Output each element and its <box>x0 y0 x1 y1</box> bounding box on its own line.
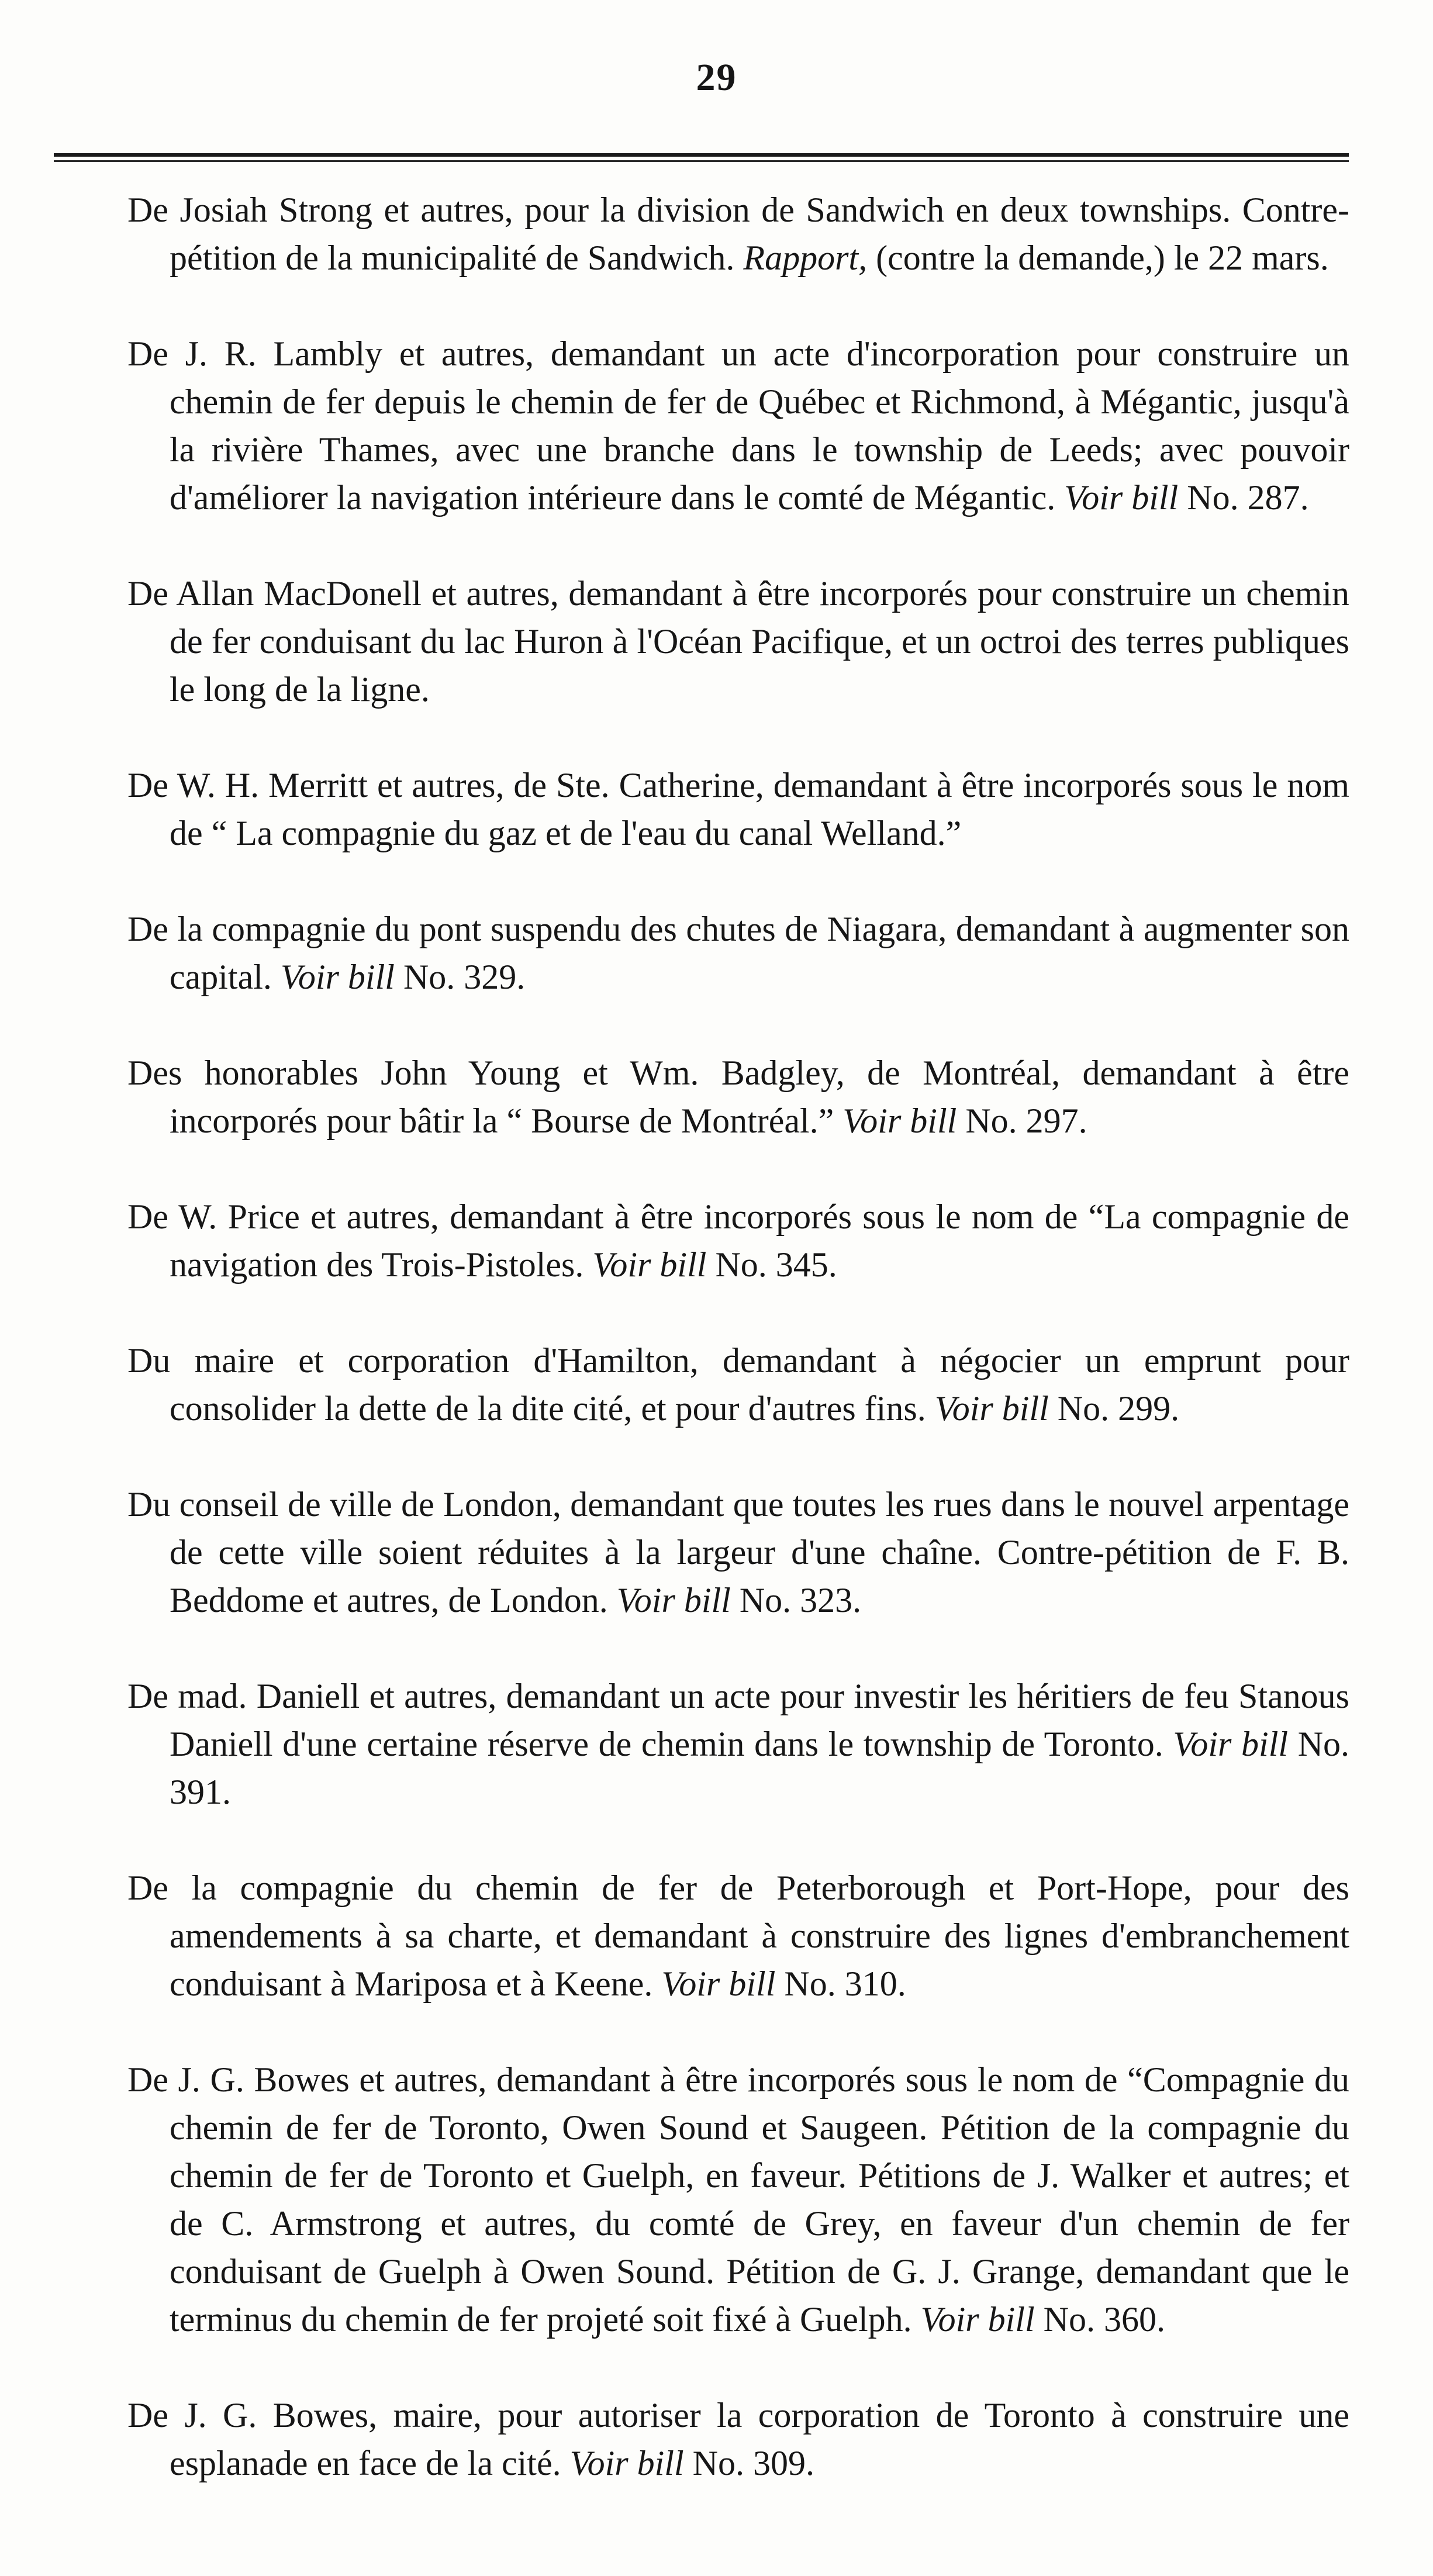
petition-entry <box>127 569 1349 713</box>
entry-bill-number: No. 360. <box>1043 2300 1165 2339</box>
entry-bill-number: No. 345. <box>715 1245 837 1284</box>
entry-text: De Josiah Strong et autres, pour la division de Sandwich en deux townships. Contre-pétition de la municipalité de Sandwich. <box>127 191 1349 277</box>
entry-text: Du maire et corporation d'Hamilton, demandant à négocier un emprunt pour consolider la dette de la dite cité, et pour d'autres fins. <box>127 1341 1349 1428</box>
entry-reference: Voir bill <box>1173 1725 1289 1763</box>
petition-entry <box>127 330 1349 522</box>
entry-text: De W. Price et autres, demandant à être incorporés sous le nom de “La compagnie de navigation des Trois-Pistoles. <box>127 1197 1349 1284</box>
petition-entry <box>127 1672 1349 1816</box>
entry-reference: Voir bill <box>661 1964 776 2003</box>
entry-text: De W. H. Merritt et autres, de Ste. Catherine, demandant à être incorporés sous le nom de “ La compagnie du gaz et de l'eau du canal Welland.” <box>127 766 1349 852</box>
entry-reference: Voir bill <box>920 2300 1035 2339</box>
entry-bill-number: (contre la demande,) le 22 mars. <box>876 239 1329 277</box>
petition-entry <box>127 2056 1349 2343</box>
header-rule <box>54 153 1349 157</box>
page-number: 29 <box>696 56 737 99</box>
entry-bill-number: No. 309. <box>692 2444 814 2482</box>
entry-reference: Voir bill <box>842 1101 957 1140</box>
entry-bill-number: No. 391. <box>170 1725 1350 1811</box>
entry-bill-number: No. 297. <box>965 1101 1087 1140</box>
entry-bill-number: No. 323. <box>739 1581 862 1620</box>
entry-text: De mad. Daniell et autres, demandant un acte pour investir les héritiers de feu Stanous Daniell d'une certaine réserve de chemin dans le township de Toronto. <box>127 1677 1349 1763</box>
entry-text: De J. R. Lambly et autres, demandant un acte d'incorporation pour construire un chemin de fer depuis le chemin de fer de Québec et Richmond, à Mégantic, jusqu'à la rivière Thames, avec une branche dans le township de Leeds; avec pouvoir d'améliorer la navigation intérieure dans le comté de Mégantic. <box>127 334 1349 517</box>
entry-reference: Voir bill <box>1064 478 1179 517</box>
entry-text: De la compagnie du chemin de fer de Peterborough et Port-Hope, pour des amendements à sa charte, et demandant à construire des lignes d'embranchement conduisant à Mariposa et à Keene. <box>127 1869 1349 2003</box>
petition-entry <box>127 1864 1349 2008</box>
petition-list <box>127 186 1349 2487</box>
entry-reference: Rapport, <box>743 239 868 277</box>
petition-entry <box>127 2391 1349 2487</box>
entry-reference: Voir bill <box>934 1389 1049 1428</box>
entry-reference: Voir bill <box>592 1245 707 1284</box>
entry-text: De J. G. Bowes et autres, demandant à être incorporés sous le nom de “Compagnie du chemin de fer de Toronto, Owen Sound et Saugeen. Pétition de la compagnie du chemin de fer de Toronto et Guelph, en faveur. Pétitions de J. Walker et autres; et de C. Armstrong et autres, du comté de Grey, en faveur d'un chemin de fer conduisant de Guelph à Owen Sound. Pétition de G. J. Grange, demandant que le terminus du chemin de fer projeté soit fixé à Guelph. <box>127 2060 1349 2339</box>
entry-bill-number: No. 287. <box>1187 478 1309 517</box>
petition-entry <box>127 1480 1349 1624</box>
petition-entry <box>127 1049 1349 1145</box>
entry-bill-number: No. 299. <box>1057 1389 1180 1428</box>
petition-entry <box>127 761 1349 857</box>
entry-text: De J. G. Bowes, maire, pour autoriser la corporation de Toronto à construire une esplanade en face de la cité. <box>127 2396 1349 2482</box>
entry-text: De Allan MacDonell et autres, demandant à être incorporés pour construire un chemin de fer conduisant du lac Huron à l'Océan Pacifique, et un octroi des terres publiques le long de la ligne. <box>127 574 1349 709</box>
entry-text: De la compagnie du pont suspendu des chutes de Niagara, demandant à augmenter son capital. <box>127 910 1349 996</box>
entry-text: Des honorables John Young et Wm. Badgley, de Montréal, demandant à être incorporés pour bâtir la “ Bourse de Montréal.” <box>127 1054 1349 1140</box>
entry-reference: Voir bill <box>616 1581 731 1620</box>
entry-bill-number: No. 310. <box>784 1964 906 2003</box>
entry-text: Du conseil de ville de London, demandant que toutes les rues dans le nouvel arpentage de cette ville soient réduites à la largeur d'une chaîne. Contre-pétition de F. B. Beddome et autres, de London. <box>127 1485 1349 1620</box>
petition-entry <box>127 905 1349 1001</box>
entry-reference: Voir bill <box>569 2444 684 2482</box>
petition-entry <box>127 1337 1349 1432</box>
entry-reference: Voir bill <box>280 958 395 996</box>
petition-entry <box>127 1193 1349 1289</box>
entry-bill-number: No. 329. <box>403 958 526 996</box>
petition-entry <box>127 186 1349 282</box>
